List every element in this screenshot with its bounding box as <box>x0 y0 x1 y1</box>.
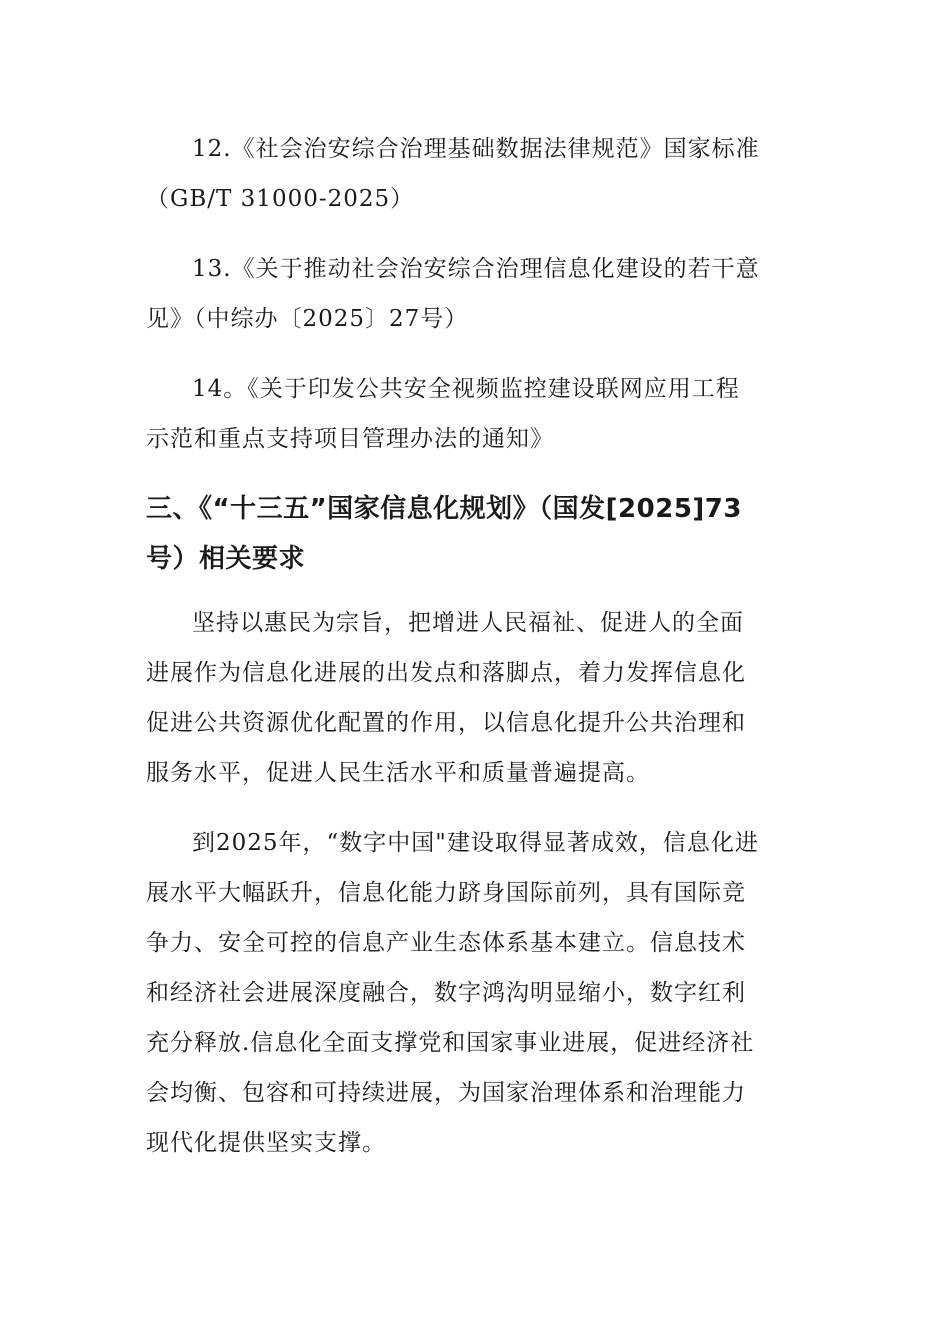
paragraph-line: 到2025年，“数字中国"建设取得显著成效，信息化进 <box>192 830 759 856</box>
section-heading <box>146 484 806 584</box>
reference-line: 14。《关于印发公共安全视频监控建设联网应用工程 <box>192 376 740 402</box>
reference-item-12 <box>146 124 806 224</box>
heading-line: 号）相关要求 <box>146 544 306 574</box>
paragraph-line: 和经济社会进展深度融合，数字鸿沟明显缩小，数字红利 <box>146 980 746 1006</box>
reference-line: 见》（中综办〔2025〕27号） <box>146 306 469 332</box>
reference-line: 12.《社会治安综合治理基础数据法律规范》国家标准 <box>192 136 760 162</box>
paragraph-line: 进展作为信息化进展的出发点和落脚点，着力发挥信息化 <box>146 660 746 686</box>
paragraph-line: 会均衡、包容和可持续进展，为国家治理体系和治理能力 <box>146 1080 746 1106</box>
reference-item-13 <box>146 244 806 344</box>
reference-line: 示范和重点支持项目管理办法的通知》 <box>146 426 554 452</box>
document-body <box>146 124 806 1188</box>
paragraph-line: 现代化提供坚实支撑。 <box>146 1130 386 1156</box>
paragraph-line: 充分释放.信息化全面支撑党和国家事业进展，促进经济社 <box>146 1030 755 1056</box>
reference-line: （GB/T 31000-2025） <box>146 186 415 212</box>
heading-line: 三、《“十三五”国家信息化规划》（国发[2025]73 <box>146 494 742 524</box>
paragraph-line: 促进公共资源优化配置的作用，以信息化提升公共治理和 <box>146 710 746 736</box>
reference-item-14 <box>146 364 806 464</box>
reference-line: 13.《关于推动社会治安综合治理信息化建设的若干意 <box>192 256 760 282</box>
paragraph-line: 服务水平，促进人民生活水平和质量普遍提高。 <box>146 760 650 786</box>
paragraph-line: 展水平大幅跃升，信息化能力跻身国际前列，具有国际竞 <box>146 880 746 906</box>
paragraph-line: 坚持以惠民为宗旨，把增进人民福祉、促进人的全面 <box>192 610 744 636</box>
body-paragraph-1 <box>146 598 806 798</box>
paragraph-line: 争力、安全可控的信息产业生态体系基本建立。信息技术 <box>146 930 746 956</box>
body-paragraph-2 <box>146 818 806 1168</box>
